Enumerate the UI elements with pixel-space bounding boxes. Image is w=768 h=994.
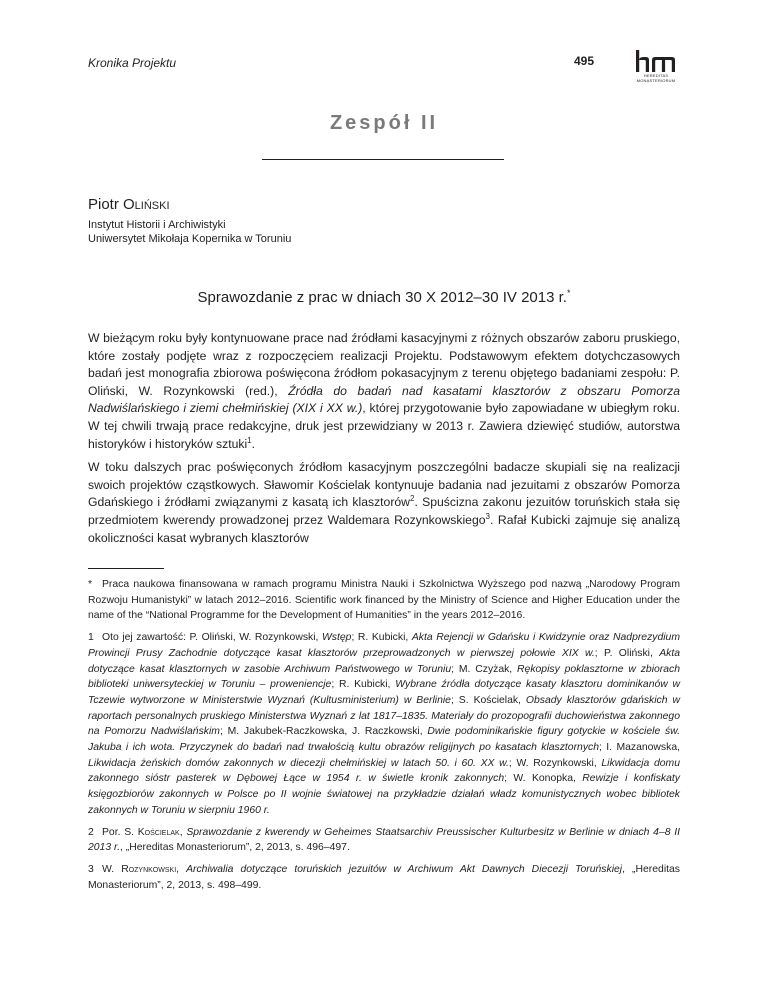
hm-logo-mark	[632, 48, 680, 74]
logo-text	[632, 74, 680, 83]
footnote-rule	[88, 568, 164, 569]
report-title-text: Sprawozdanie z prac w dniach 30 X 2012–30 IV 2013 r.	[197, 289, 567, 306]
logo-text-line-1: HEREDITAS	[643, 73, 669, 78]
paragraph-2: W toku dalszych prac poświęconych źródłom kasacyjnym poszczególni badacze skupiali się na realizacji swoich projektów cząstkowych. Sławomir Kościelak kontynuuje badania nad jezuitami z obszarów Pomorza Gdańskiego i źródłami związanymi z kasatą ich klasztorów$^2$. Spuścizna zakonu jezuitów toruńskich stała się przedmiotem kwerendy prowadzonej przez Waldemara Rozynkowskiego$^3$. Rafał Kubicki zajmuje się analizą okoliczności kasat wybranych klasztorów	[88, 460, 680, 545]
footnotes	[88, 577, 680, 899]
title-divider	[262, 159, 504, 160]
footnote-ref-1: 1	[247, 435, 252, 445]
report-title	[0, 288, 768, 306]
footnote-ref-3: 3	[485, 511, 490, 521]
body-text	[88, 330, 680, 553]
affiliation-university: Uniwersytet Mikołaja Kopernika w Toruniu	[88, 233, 292, 245]
paragraph-1: W bieżącym roku były kontynuowane prace nad źródłami kasacyjnymi z różnych obszarów zaboru pruskiego, które zostały podjęte wraz z rozpoczęciem realizacji Projektu. Podstawowym efektem dotychczasowych badań jest monografia zbiorowa poświęcona źródłom pokasacyjnym z terenu objętego badaniami zespołu: P. Oliński, W. Rozynkowski (red.), Źródła do badań nad kasatami klasztorów z obszaru Pomorza Nadwiślańskiego i ziemi chełmińskiej (XIX i XX w.), której przygotowanie było zapowiadane w ubiegłym roku. W tej chwili trwają prace redakcyjne, druk jest przewidziany w 2013 r. Zawiera dziewięć studiów, autorstwa historyków i historyków sztuki$^1$.	[88, 331, 680, 451]
author-affiliation	[88, 218, 291, 246]
footnote-3: 3 W. Rozynkowski, Archiwalia dotyczące toruńskich jezuitów w Archiwum Akt Dawnych Diecezji Toruńskiej, „Hereditas Monasteriorum”, 2, 2013, s. 498–499.	[88, 863, 680, 891]
report-title-footnote-mark: *	[566, 288, 571, 298]
author-name	[88, 196, 170, 213]
author-last-name: Oliński	[123, 196, 170, 213]
logo-text-line-2: MONASTERIORUM	[636, 77, 676, 83]
footnote-1: 1 Oto jej zawartość: P. Oliński, W. Rozynkowski, Wstęp; R. Kubicki, Akta Rejencji w Gdańsku i Kwidzynie oraz Nadprezydium Prowincji Prusy Zachodnie dotyczące kasat klasztorów przeprowadzonych w pierwszej połowie XIX w.; P. Oliński, Akta dotyczące kasat klasztornych w zasobie Archiwum Państwowego w Toruniu; M. Czyżak, Rękopisy poklasztorne w zbiorach biblioteki uniwersyteckiej w Toruniu – proweniencje; R. Kubicki, Wybrane źródła dotyczące kasaty klasztoru dominikanów w Tczewie wytworzone w Ministerstwie Wyznań (Kultusministerium) w Berlinie; S. Kościelak, Obsady klasztorów gdańskich w raportach personalnych pruskiego Ministerstwa Wyznań z lat 1817–1835. Materiały do prozopografii duchowieństwa zakonnego na Pomorzu Nadwiślańskim; M. Jakubek-Raczkowska, J. Raczkowski, Dwie podominikańskie figury gotyckie w kościele św. Jakuba i ich wota. Przyczynek do badań nad trwałością kultu obrazów religijnych po kasatach klasztornych; I. Mazanowska, Likwidacja żeńskich domów zakonnych w diecezji chełmińskiej w latach 50. i 60. XX w.; W. Rozynkowski, Likwidacja domu zakonnego sióstr pasterek w Dębowej Łące w 1954 r. w świetle kronik zakonnych; W. Konopka, Rewizje i konfiskaty księgozbiorów zakonnych w Polsce po II wojnie światowej na przykładzie działań władz komunistycznych wobec bibliotek zakonnych w Toruniu w sierpniu 1960 r.	[88, 632, 681, 816]
running-head: Kronika Projektu	[88, 56, 177, 70]
footnote-ref-2: 2	[409, 494, 415, 504]
footnote-2: 2 Por. S. Kościelak, Sprawozdanie z kwerendy w Geheimes Staatsarchiv Preussischer Kulturbesitz w Berlinie w dniach 4–8 II 2013 r., „Hereditas Monasteriorum”, 2, 2013, s. 496–497.	[88, 826, 681, 854]
affiliation-institute: Instytut Historii i Archiwistyki	[88, 219, 226, 231]
hereditas-logo	[632, 48, 680, 86]
footnote-star: * Praca naukowa finansowana w ramach programu Ministra Nauki i Szkolnictwa Wyższego pod nazwą „Narodowy Program Rozwoju Humanistyki” w latach 2012–2016. Scientific work financed by the Ministry of Science and Higher Education under the name of the “National Programme for the Development of Humanities” in the years 2012–2016.	[88, 579, 680, 622]
section-title: Zespół II	[329, 112, 439, 134]
author-first-name: Piotr	[88, 196, 119, 213]
page-number: 495	[574, 54, 595, 68]
